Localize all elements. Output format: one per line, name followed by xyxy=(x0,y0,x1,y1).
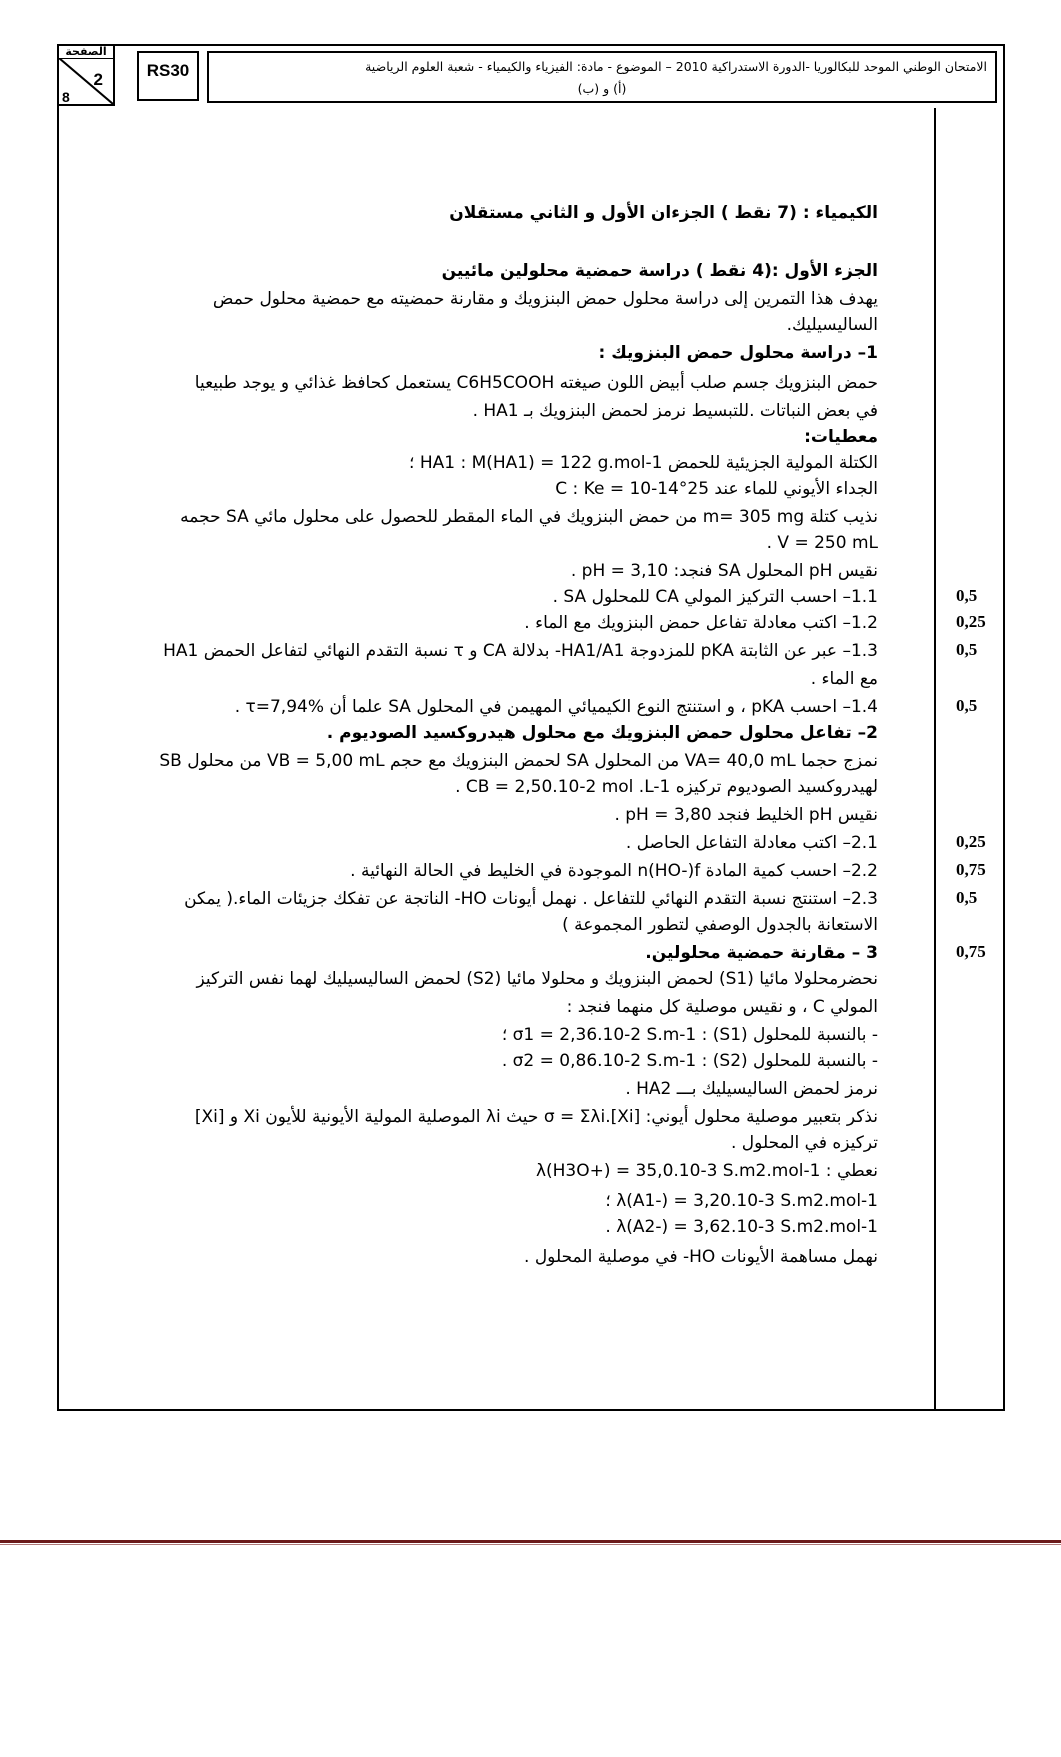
score-mark: 0,75 xyxy=(956,860,986,879)
text-line: 1– دراسة محلول حمض البنزويك : xyxy=(598,343,878,363)
text-line: معطيات: xyxy=(804,427,878,447)
text-line: نعطي : λ(H3O+) = 35,0.10-3 S.m2.mol-1 xyxy=(535,1161,878,1181)
text-line: 2.1– اكتب معادلة التفاعل الحاصل . xyxy=(625,833,878,853)
score-mark: 0,25 xyxy=(956,832,986,851)
text-line: الكتلة المولية الجزيئية للحمض HA1 : M(HA1) = 122 g.mol-1 ؛ xyxy=(409,453,878,473)
exam-title-box xyxy=(207,51,997,103)
text-line: تركيزه في المحلول . xyxy=(731,1133,878,1153)
text-line: نذيب كتلة m= 305 mg من حمض البنزويك في الماء المقطر للحصول على محلول مائي SA حجمه xyxy=(180,507,878,527)
exam-title-line2: (أ) و (ب) xyxy=(577,81,627,96)
score-mark: 0,25 xyxy=(956,612,986,631)
text-line: 1.1– احسب التركيز المولي CA للمحلول SA . xyxy=(552,587,878,607)
exam-header xyxy=(59,46,1003,108)
text-line: حمض البنزويك جسم صلب أبيض اللون صيغته C6H5COOH يستعمل كحافظ غذائي و يوجد طبيعيا xyxy=(194,373,878,393)
text-line: - بالنسبة للمحلول (S2) : σ2 = 0,86.10-2 S.m-1 . xyxy=(501,1051,878,1071)
text-line: نمزج حجما VA= 40,0 mL من المحلول SA لحمض البنزويك مع حجم VB = 5,00 mL من محلول SB xyxy=(159,751,878,771)
text-line: 2– تفاعل محلول حمض البنزويك مع محلول هيدروكسيد الصوديوم . xyxy=(326,723,878,743)
text-line: 2.3– استنتج نسبة التقدم النهائي للتفاعل . نهمل أيونات HO- الناتجة عن تفكك جزيئات الماء.( يمكن xyxy=(184,889,878,909)
text-line: - بالنسبة للمحلول (S1) : σ1 = 2,36.10-2 S.m-1 ؛ xyxy=(501,1025,878,1045)
text-line: 3 – مقارنة حمضية محلولين. xyxy=(645,943,878,963)
score-mark: 0,5 xyxy=(956,888,978,907)
text-line: الجداء الأيوني للماء عند 25°C : Ke = 10-14 xyxy=(555,479,878,499)
exam-page-frame xyxy=(57,44,1005,1411)
text-line: المولي C ، و نقيس موصلية كل منهما فنجد : xyxy=(566,997,878,1017)
score-mark: 0,5 xyxy=(956,640,978,659)
text-line: الكيمياء : (7 نقط ) الجزءان الأول و الثاني مستقلان xyxy=(449,203,878,223)
score-mark: 0,5 xyxy=(956,696,978,715)
text-line: في بعض النباتات .للتبسيط نرمز لحمض البنزويك بـ HA1 . xyxy=(472,401,878,421)
marks-column-divider xyxy=(934,108,936,1409)
bottom-rule xyxy=(0,1540,1061,1543)
text-line: 1.2– اكتب معادلة تفاعل حمض البنزويك مع الماء . xyxy=(524,613,878,633)
text-line: مع الماء . xyxy=(810,669,878,689)
text-line: نهمل مساهمة الأيونات HO- في موصلية المحلول . xyxy=(524,1247,878,1267)
page-total: 8 xyxy=(62,89,70,105)
exam-title-line1: الامتحان الوطني الموحد للبكالوريا -الدورة الاستدراكية 2010 – الموضوع - مادة: الفيزياء والكيمياء - شعبة العلوم الرياضية xyxy=(365,59,987,74)
exam-code: RS30 xyxy=(137,51,199,101)
text-line: 2.2– احسب كمية المادة n(HO-)f الموجودة في الخليط في الحالة النهائية . xyxy=(350,861,878,881)
text-line: λ(A2-) = 3,62.10-3 S.m2.mol-1 . xyxy=(605,1217,878,1237)
page-number-box xyxy=(59,46,115,106)
text-line: الاستعانة بالجدول الوصفي لتطور المجموعة ) xyxy=(562,915,878,935)
text-line: 1.3– عبر عن الثابتة pKA للمزدوجة HA1/A1- بدلالة CA و τ نسبة التقدم النهائي لتفاعل الحمض HA1 xyxy=(163,641,878,661)
text-line: لهيدروكسيد الصوديوم تركيزه CB = 2,50.10-2 mol .L-1 . xyxy=(455,777,878,797)
text-line: λ(A1-) = 3,20.10-3 S.m2.mol-1 ؛ xyxy=(605,1191,878,1211)
text-line: نحضرمحلولا مائيا (S1) لحمض البنزويك و محلولا مائيا (S2) لحمض الساليسيليك لهما نفس التركيز xyxy=(196,969,878,989)
text-line: يهدف هذا التمرين إلى دراسة محلول حمض البنزويك و مقارنة حمضيته مع حمضية محلول حمض xyxy=(212,289,878,309)
text-line: الجزء الأول :(4 نقط ) دراسة حمضية محلولين مائيين xyxy=(441,261,878,281)
text-line: نذكر بتعبير موصلية محلول أيوني: σ = Σλi.[Xi] حيث λi الموصلية المولية الأيونية للأيون Xi و [Xi] xyxy=(194,1107,878,1127)
text-line: الساليسيليك. xyxy=(786,315,878,335)
page-number: 2 xyxy=(93,70,103,89)
score-mark: 0,75 xyxy=(956,942,986,961)
bottom-rule-thin xyxy=(0,1544,1061,1545)
text-line: نرمز لحمض الساليسيليك بـــ HA2 . xyxy=(625,1079,878,1099)
page-label: الصفحة xyxy=(59,46,113,59)
text-line: نقيس pH المحلول SA فنجد: pH = 3,10 . xyxy=(570,561,878,581)
score-mark: 0,5 xyxy=(956,586,978,605)
text-line: 1.4– احسب pKA ، و استنتج النوع الكيميائي المهيمن في المحلول SA علما أن τ=7,94% . xyxy=(234,697,878,717)
text-line: V = 250 mL . xyxy=(766,533,878,553)
text-line: نقيس pH الخليط فنجد pH = 3,80 . xyxy=(614,805,878,825)
